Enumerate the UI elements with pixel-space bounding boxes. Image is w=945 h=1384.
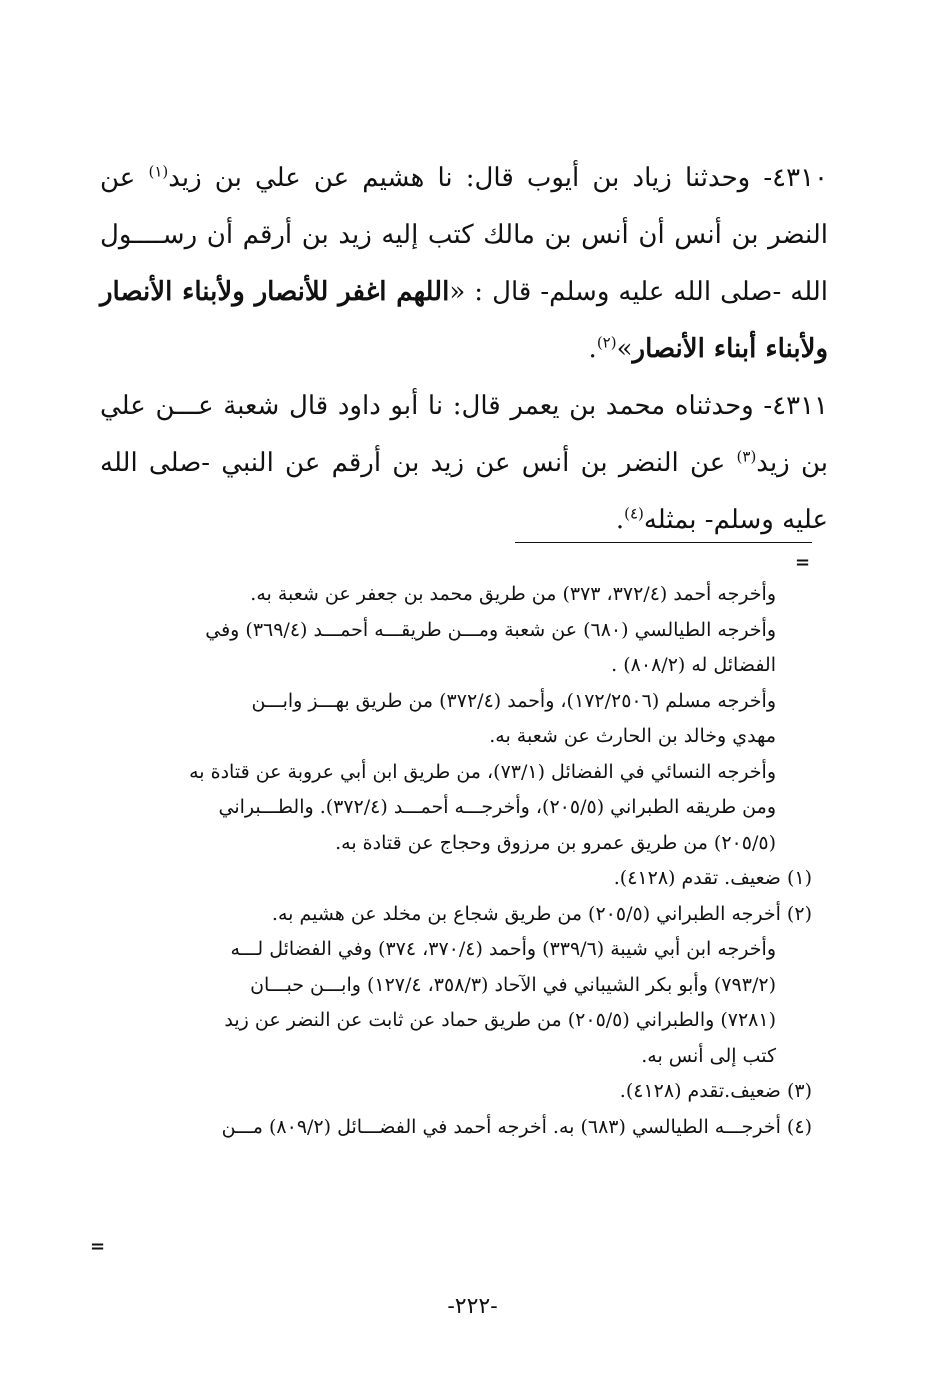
footnote-line: (٧٢٨١) والطبراني (٢٠٥/٥) من طريق حماد عن ثابت عن النضر عن زيد — [224, 1009, 776, 1031]
footnote-line: وأخرجه مسلم (١٧٢/٢٥٠٦)، وأحمد (٣٧٢/٤) من طريق بهـــز وابـــن — [251, 689, 776, 712]
footnote-line: وأخرجه الطيالسي (٦٨٠) عن شعبة ومـــن طريقـــه أحمـــد (٣٦٩/٤) وفي — [205, 618, 776, 641]
footnote-line: (٢٠٥/٥) من طريق عمرو بن مرزوق وحجاج عن قتادة به. — [335, 831, 776, 854]
main-text — [100, 150, 828, 549]
footnote-ref-3[interactable]: (٣) — [736, 447, 757, 466]
footnote-1: (١) ضعيف. تقدم (٤١٢٨). — [613, 867, 812, 889]
footnote-line: مهدي وخالد بن الحارث عن شعبة به. — [489, 725, 776, 747]
period: . — [615, 505, 625, 535]
footnote-2: (٢) أخرجه الطبراني (٢٠٥/٥) من طريق شجاع بن مخلد عن هشيم به. — [271, 902, 812, 925]
footnote-line: الفضائل له (٨٠٨/٢) . — [611, 654, 776, 676]
period: . — [588, 334, 597, 364]
footnote-ref-1[interactable]: (١) — [148, 162, 169, 181]
hadith-text: عليه وسلم- بمثله — [643, 505, 828, 535]
continuation-mark-bottom: = — [90, 1236, 106, 1257]
footnote-ref-4[interactable]: (٤) — [624, 504, 644, 523]
hadith-number: ٤٣١٠ — [772, 163, 829, 193]
footnote-line: وأخرجه ابن أبي شيبة (٣٣٩/٦) وأحمد (٣٧٠/٤، ٣٧٤) وفي الفضائل لـــه — [230, 938, 776, 960]
footnote-line: وأخرجه النسائي في الفضائل (٧٣/١)، من طريق ابن أبي عروبة عن قتادة به — [189, 760, 776, 783]
hadith-text: - وحدثناه محمد بن يعمر قال: نا أبو داود قال شعبة عـــن — [155, 391, 773, 421]
hadith-text: - وحدثنا زياد بن أيوب قال: نا هشيم عن علي بن زيد — [168, 163, 773, 193]
quote-close: » — [616, 334, 633, 364]
hadith-4310 — [100, 150, 828, 378]
footnote-line: (٧٩٣/٢) وأبو بكر الشيباني في الآحاد (٣٥٨/٣، ١٢٧/٤) وابـــن حبـــان — [250, 973, 776, 996]
hadith-text: عن النضر بن أنس أن أنس بن مالك كتب إليه زيد بن أرقم أن رســــول — [100, 163, 828, 250]
footnote-4: (٤) أخرجـــه الطيالسي (٦٨٣) به. أخرجه أحمد في الفضـــائل (٨٠٩/٢) مـــن — [221, 1115, 812, 1138]
hadith-text: الله -صلى الله عليه وسلم- قال : « — [449, 277, 828, 307]
hadith-text: علي بن زيد — [100, 391, 828, 478]
footnotes — [100, 577, 812, 1145]
page-number: -٢٢٢- — [447, 1294, 498, 1319]
footnote-line: وأخرجه أحمد (٣٧٢/٤، ٣٧٣) من طريق محمد بن جعفر عن شعبة به. — [250, 583, 776, 605]
hadith-text: عن النضر بن أنس عن زيد بن أرقم عن النبي -صلى الله — [100, 448, 737, 478]
footnote-separator — [515, 542, 812, 543]
continuation-mark-top: = — [795, 552, 811, 573]
hadith-4311 — [100, 378, 828, 549]
hadith-quote-bold: اللهم اغفر للأنصار ولأبناء الأنصار ولأبناء أبناء الأنصار — [100, 277, 828, 364]
footnote-3: (٣) ضعيف.تقدم (٤١٢٨). — [619, 1080, 812, 1102]
footnote-ref-2[interactable]: (٢) — [596, 333, 617, 352]
footnote-line: كتب إلى أنس به. — [641, 1044, 776, 1067]
footnote-line: ومن طريقه الطبراني (٢٠٥/٥)، وأخرجـــه أحمـــد (٣٧٢/٤). والطـــبراني — [218, 796, 776, 818]
hadith-number: ٤٣١١ — [772, 391, 829, 421]
